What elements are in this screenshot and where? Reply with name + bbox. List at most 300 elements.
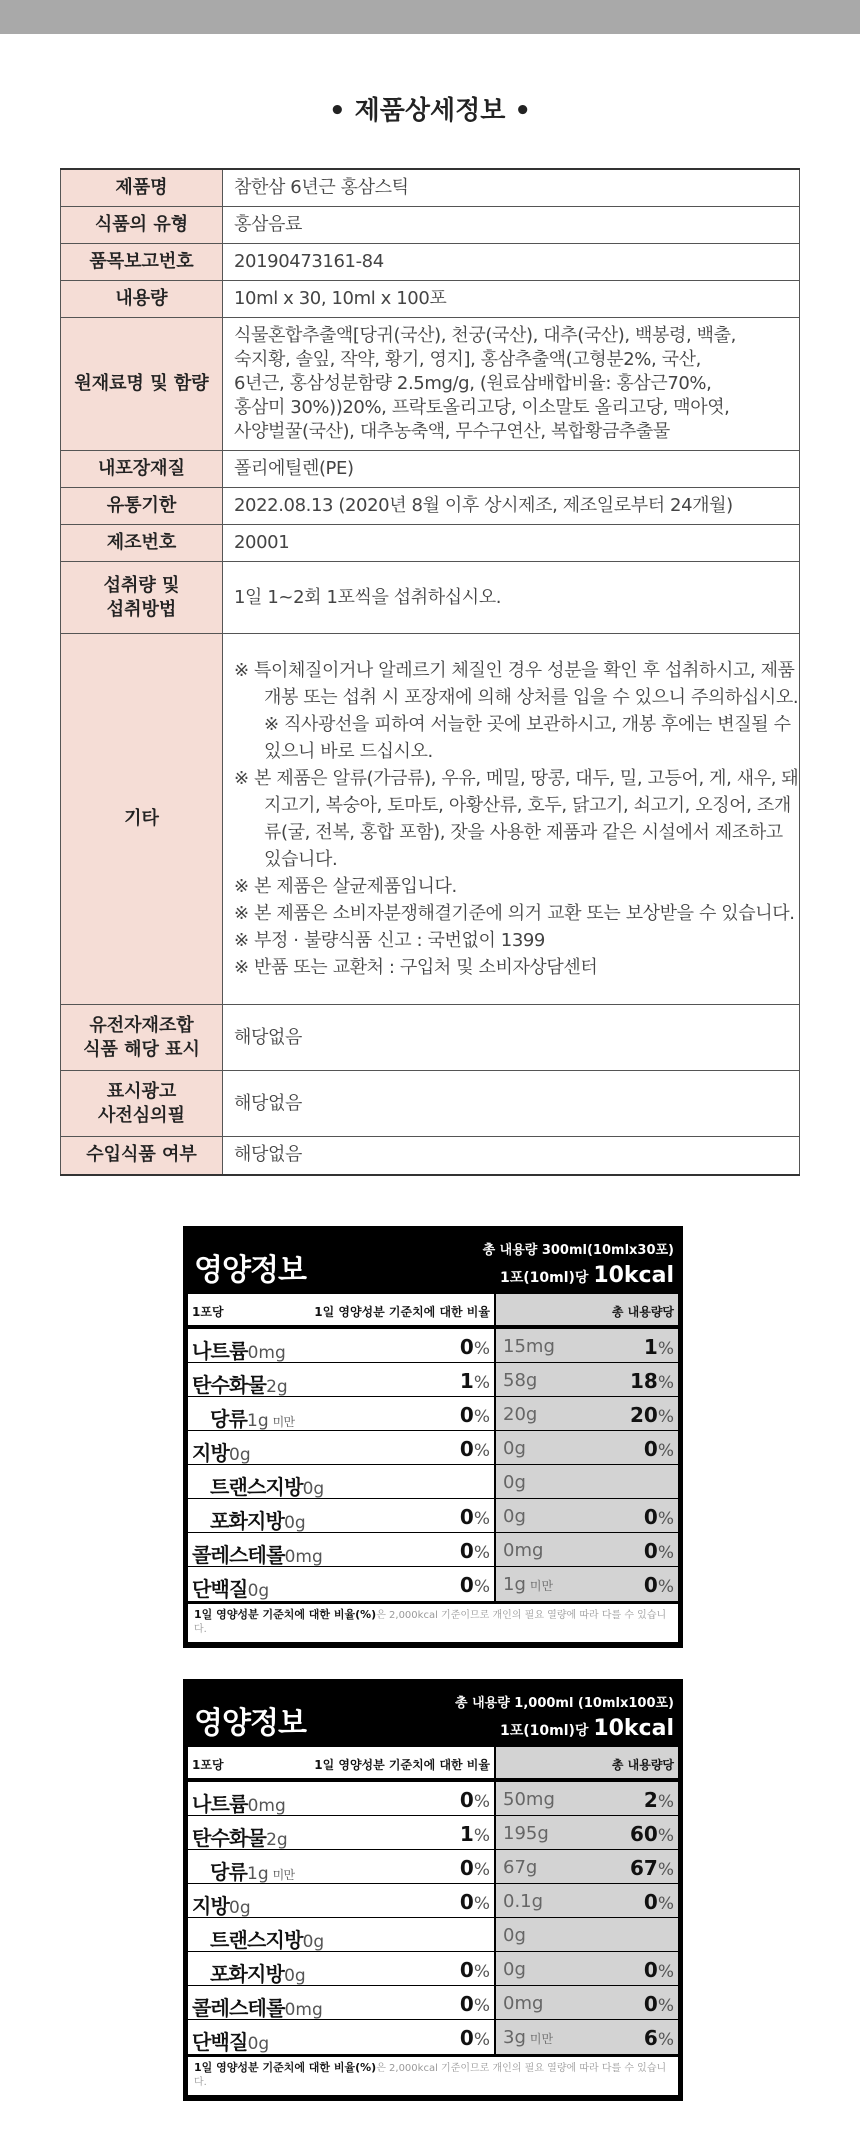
total-percent	[644, 1788, 674, 1812]
total-value: 0g	[503, 1438, 526, 1459]
info-value: 해당없음	[223, 1071, 800, 1137]
total-value: 15mg	[503, 1336, 555, 1357]
nutrient-name	[192, 1890, 251, 1919]
nutrient-name	[210, 1471, 324, 1500]
notice-item: ※ 본 제품은 알류(가금류), 우유, 메밀, 땅콩, 대두, 밀, 고등어, 게, 새우, 돼지고기, 복숭아, 토마토, 아황산류, 호두, 닭고기, 쇠고기, 오징어, 조개류(굴, 전복, 홍합 포함), 잣을 사용한 제품과 같은 시설에서 제조하고 있습니다.	[234, 768, 799, 870]
total-percent	[644, 1958, 674, 1982]
total-percent	[630, 1403, 674, 1427]
percent-value: 60	[630, 1822, 658, 1846]
nutrient-amount: 0g	[247, 1581, 270, 1601]
percent-sign: %	[473, 1962, 490, 1982]
per-pack-label: 1포당	[192, 1305, 224, 1319]
column-header	[496, 1747, 678, 1782]
per-pack-label: 1포당	[192, 1758, 224, 1772]
nutrition-panel-30	[183, 1226, 683, 1648]
footnote-bold: 1일 영양성분 기준치에 대한 비율(%)	[194, 1608, 377, 1621]
per-serving-rows	[188, 1782, 494, 2054]
total-amount	[503, 1993, 543, 2014]
info-value: 20001	[223, 525, 800, 562]
info-value: 2022.08.13 (2020년 8월 이후 상시제조, 제조일로부터 24개월)	[223, 488, 800, 525]
nutrient-amount: 0g	[247, 2034, 270, 2054]
total-amount	[503, 1789, 555, 1810]
percent-value: 0	[643, 1539, 658, 1563]
nutrient-label: 포화지방	[210, 1509, 285, 1533]
info-value	[223, 318, 800, 451]
info-label: 기타	[61, 634, 223, 1005]
percent-sign: %	[657, 1543, 674, 1563]
percent-value: 18	[630, 1369, 658, 1393]
info-row-import	[61, 1137, 800, 1175]
info-row-ad	[61, 1071, 800, 1137]
notice-item: ※ 특이체질이거나 알레르기 체질인 경우 성분을 확인 후 섭취하시고, 제품 개봉 또는 섭취 시 포장재에 의해 상처를 입을 수 있으니 주의하십시오. ※ 직사광선을 피하여 서늘한 곳에 보관하시고, 개봉 후에는 변질될 수 있으니 바로 드십시오.	[234, 660, 799, 762]
total-percent	[644, 1992, 674, 2016]
total-amount	[503, 1540, 543, 1561]
total-value: 0g	[503, 1506, 526, 1527]
daily-value-percent	[460, 1856, 490, 1880]
nutrient-name	[210, 1505, 306, 1534]
column-header	[496, 1294, 678, 1329]
nutrient-label: 단백질	[192, 2030, 248, 2054]
percent-value: 20	[630, 1403, 658, 1427]
total-value: 0g	[503, 1959, 526, 1980]
notice-item: ※ 부정 · 불량식품 신고 : 국번없이 1399	[234, 930, 545, 951]
info-label: 제품명	[61, 169, 223, 207]
nutrition-title: 영양정보	[194, 1253, 306, 1288]
percent-value: 0	[643, 1573, 658, 1597]
percent-value: 0	[459, 1788, 474, 1812]
percent-value: 67	[630, 1856, 658, 1880]
total-value: 3g	[503, 2027, 526, 2048]
nutrient-row	[188, 1397, 494, 1431]
percent-sign: %	[657, 1826, 674, 1846]
percent-sign: %	[473, 1577, 490, 1597]
total-value: 50mg	[503, 1789, 555, 1810]
serving-calories	[500, 1263, 674, 1288]
percent-value: 0	[459, 1890, 474, 1914]
calories: 10kcal	[593, 1263, 674, 1288]
percent-sign: %	[657, 1509, 674, 1529]
nutrient-row	[188, 1567, 494, 1601]
nutrient-row	[496, 1816, 678, 1850]
total-value: 195g	[503, 1823, 549, 1844]
ingredient-line: 사양벌꿀(국산), 대추농축액, 무수구연산, 복합황금추출물	[234, 421, 670, 442]
info-label: 유통기한	[61, 488, 223, 525]
nutrient-row	[496, 1465, 678, 1499]
nutrient-name	[210, 1924, 324, 1953]
percent-value: 0	[643, 1890, 658, 1914]
less-than-label: 미만	[272, 1868, 295, 1882]
percent-value: 0	[459, 1437, 474, 1461]
per-serving-rows	[188, 1329, 494, 1601]
info-row-etc	[61, 634, 800, 1005]
nutrient-label: 탄수화물	[192, 1373, 267, 1397]
total-amount	[503, 1370, 537, 1391]
nutrient-label: 나트륨	[192, 1339, 248, 1363]
per-serving-column	[188, 1294, 496, 1601]
total-percent	[630, 1822, 674, 1846]
total-rows	[496, 1329, 678, 1601]
nutrition-body	[188, 1747, 678, 2054]
total-value: 0mg	[503, 1540, 544, 1561]
total-value: 20g	[503, 1404, 538, 1425]
ingredient-line: 6년근, 홍삼성분함량 2.5mg/g, (원료삼배합비율: 홍삼근70%,	[234, 373, 712, 394]
percent-sign: %	[473, 1894, 490, 1914]
less-than-label: 미만	[529, 1579, 554, 1593]
nutrient-name	[210, 1856, 294, 1885]
percent-value: 2	[643, 1788, 658, 1812]
nutrient-name	[192, 1335, 286, 1364]
nutrient-row	[188, 1884, 494, 1918]
top-bar	[0, 0, 860, 34]
nutrient-label: 트랜스지방	[210, 1928, 303, 1952]
percent-sign: %	[657, 1373, 674, 1393]
total-amount	[503, 1438, 526, 1459]
info-label-line: 식품 해당 표시	[83, 1038, 200, 1060]
nutrient-label: 당류	[210, 1407, 248, 1431]
info-label-line: 사전심의필	[98, 1104, 185, 1126]
total-amount	[503, 1506, 526, 1527]
nutrient-row	[188, 1816, 494, 1850]
nutrient-name	[192, 2026, 269, 2055]
nutrient-name	[192, 1369, 288, 1398]
percent-sign: %	[473, 1441, 490, 1461]
footnote-text: 은 2,000kcal 기준이므로 개인의 필요 열량에 따라 다를 수 있습니다.	[194, 2063, 667, 2088]
info-label-line: 유전자재조합	[89, 1014, 194, 1036]
nutrient-row	[188, 1533, 494, 1567]
daily-value-percent	[460, 1437, 490, 1461]
nutrient-amount: 0g	[284, 1513, 306, 1533]
info-label: 내포장재질	[61, 451, 223, 488]
daily-value-percent	[460, 1539, 490, 1563]
nutrient-label: 나트륨	[192, 1792, 248, 1816]
nutrient-row	[188, 1850, 494, 1884]
total-percent	[644, 1505, 674, 1529]
nutrient-row	[188, 1431, 494, 1465]
percent-value: 0	[643, 1992, 658, 2016]
nutrient-label: 탄수화물	[192, 1826, 267, 1850]
total-column	[496, 1294, 678, 1601]
info-label	[61, 1005, 223, 1071]
percent-sign: %	[657, 1996, 674, 2016]
percent-value: 0	[459, 1856, 474, 1880]
ingredient-line: 식물혼합추출액[당귀(국산), 천궁(국산), 대추(국산), 백봉령, 백출,	[234, 325, 736, 346]
nutrient-row	[188, 1918, 494, 1952]
nutrient-row	[188, 1952, 494, 1986]
nutrient-amount: 0mg	[247, 1343, 286, 1363]
percent-value: 0	[459, 1505, 474, 1529]
info-value: 홍삼음료	[223, 207, 800, 244]
calories: 10kcal	[593, 1716, 674, 1741]
daily-value-percent	[460, 1335, 490, 1359]
total-amount	[503, 1336, 555, 1357]
percent-value: 0	[459, 2026, 474, 2050]
info-value: 1일 1~2회 1포씩을 섭취하십시오.	[223, 562, 800, 634]
info-row-product-name	[61, 169, 800, 207]
daily-value-percent	[460, 1403, 490, 1427]
info-value: 해당없음	[223, 1005, 800, 1071]
notice-item: ※ 본 제품은 소비자분쟁해결기준에 의거 교환 또는 보상받을 수 있습니다.	[234, 903, 795, 924]
info-label: 식품의 유형	[61, 207, 223, 244]
percent-sign: %	[473, 1996, 490, 2016]
percent-value: 1	[459, 1369, 474, 1393]
total-column	[496, 1747, 678, 2054]
total-percent	[644, 1890, 674, 1914]
nutrient-row	[496, 1918, 678, 1952]
nutrient-amount: 0g	[302, 1479, 325, 1499]
nutrient-amount: 2g	[266, 1377, 288, 1397]
percent-sign: %	[473, 1792, 490, 1812]
info-row-ingredients	[61, 318, 800, 451]
daily-value-header: 1일 영양성분 기준치에 대한 비율	[314, 1758, 490, 1772]
total-value: 0g	[503, 1925, 526, 1946]
nutrient-row	[496, 1782, 678, 1816]
product-info-table	[60, 168, 800, 1176]
nutrient-row	[496, 1499, 678, 1533]
notice-list	[234, 657, 799, 981]
nutrient-name	[192, 1539, 323, 1568]
total-percent	[644, 1573, 674, 1597]
total-amount	[503, 1857, 537, 1878]
nutrition-title: 영양정보	[194, 1706, 306, 1741]
info-label: 원재료명 및 함량	[61, 318, 223, 451]
nutrition-header	[188, 1231, 678, 1294]
nutrient-name	[192, 1437, 251, 1466]
info-value	[223, 634, 800, 1005]
percent-value: 0	[643, 1505, 658, 1529]
info-value: 폴리에틸렌(PE)	[223, 451, 800, 488]
info-label: 품목보고번호	[61, 244, 223, 281]
nutrient-label: 콜레스테롤	[192, 1543, 285, 1567]
nutrient-label: 당류	[210, 1860, 248, 1884]
percent-sign: %	[473, 2030, 490, 2050]
nutrient-row	[496, 1431, 678, 1465]
percent-value: 0	[459, 1335, 474, 1359]
daily-value-percent	[460, 1369, 490, 1393]
nutrient-name	[210, 1958, 306, 1987]
percent-value: 6	[643, 2026, 658, 2050]
total-value: 58g	[503, 1370, 538, 1391]
total-percent	[644, 1437, 674, 1461]
footnote-text: 은 2,000kcal 기준이므로 개인의 필요 열량에 따라 다를 수 있습니다.	[194, 1610, 667, 1635]
percent-sign: %	[657, 1339, 674, 1359]
total-rows	[496, 1782, 678, 2054]
nutrient-row	[496, 1397, 678, 1431]
info-value: 해당없음	[223, 1137, 800, 1175]
info-label-line: 섭취량 및	[103, 574, 180, 596]
total-amount	[503, 1891, 543, 1912]
column-header	[188, 1747, 494, 1782]
percent-value: 1	[643, 1335, 658, 1359]
percent-sign: %	[657, 1441, 674, 1461]
nutrition-body	[188, 1294, 678, 1601]
percent-sign: %	[657, 1577, 674, 1597]
total-amount	[503, 1404, 537, 1425]
percent-sign: %	[657, 1792, 674, 1812]
serving-label: 1포(10ml)당	[499, 1270, 589, 1286]
percent-value: 0	[459, 1958, 474, 1982]
percent-value: 0	[459, 1539, 474, 1563]
total-amount	[503, 1472, 526, 1493]
total-value: 0mg	[503, 1993, 544, 2014]
nutrient-name	[192, 1992, 323, 2021]
nutrient-name	[192, 1822, 288, 1851]
nutrient-row	[496, 1952, 678, 1986]
daily-value-percent	[460, 1822, 490, 1846]
daily-value-percent	[460, 2026, 490, 2050]
info-row-gmo	[61, 1005, 800, 1071]
percent-sign: %	[473, 1826, 490, 1846]
serving-calories	[500, 1716, 674, 1741]
info-label-line: 표시광고	[106, 1080, 177, 1102]
nutrient-amount: 1g	[247, 1411, 269, 1431]
total-amount	[503, 1925, 526, 1946]
nutrient-row	[496, 1850, 678, 1884]
info-label-line: 섭취방법	[106, 598, 177, 620]
total-percent	[630, 1856, 674, 1880]
nutrient-amount: 0mg	[247, 1796, 286, 1816]
total-content: 총 내용량 300ml(10mlx30포)	[482, 1243, 674, 1258]
page-title: • 제품상세정보 •	[328, 96, 532, 126]
nutrient-amount: 0g	[302, 1932, 325, 1952]
info-row-report-no	[61, 244, 800, 281]
info-row-packaging	[61, 451, 800, 488]
percent-value: 0	[459, 1573, 474, 1597]
nutrient-row	[188, 1363, 494, 1397]
nutrient-row	[188, 1465, 494, 1499]
daily-value-header: 1일 영양성분 기준치에 대한 비율	[314, 1305, 490, 1319]
nutrient-amount: 0g	[229, 1898, 251, 1918]
info-value: 참한삼 6년근 홍삼스틱	[223, 169, 800, 207]
percent-value: 1	[459, 1822, 474, 1846]
percent-value: 0	[643, 1437, 658, 1461]
less-than-label: 미만	[529, 2032, 554, 2046]
daily-value-percent	[460, 1992, 490, 2016]
percent-sign: %	[473, 1509, 490, 1529]
nutrient-label: 콜레스테롤	[192, 1996, 285, 2020]
total-amount	[503, 2027, 553, 2048]
percent-sign: %	[657, 2030, 674, 2050]
percent-value: 0	[459, 1403, 474, 1427]
nutrient-amount: 0g	[229, 1445, 251, 1465]
nutrient-amount: 0mg	[284, 2000, 323, 2020]
ingredient-line: 숙지황, 솔잎, 작약, 황기, 영지], 홍삼추출액(고형분2%, 국산,	[234, 349, 701, 370]
percent-sign: %	[473, 1407, 490, 1427]
nutrient-row	[496, 2020, 678, 2054]
daily-value-percent	[460, 1573, 490, 1597]
nutrient-amount: 2g	[266, 1830, 288, 1850]
info-label	[61, 1071, 223, 1137]
total-value: 1g	[503, 1574, 526, 1595]
nutrient-row	[496, 1363, 678, 1397]
nutrient-label: 지방	[192, 1441, 230, 1465]
total-percent	[630, 1369, 674, 1393]
nutrient-row	[496, 1986, 678, 2020]
info-row-expiry	[61, 488, 800, 525]
nutrient-row	[188, 1499, 494, 1533]
nutrient-name	[210, 1403, 294, 1432]
info-value: 10ml x 30, 10ml x 100포	[223, 281, 800, 318]
less-than-label: 미만	[272, 1415, 295, 1429]
percent-sign: %	[473, 1543, 490, 1563]
total-content: 총 내용량 1,000ml (10mlx100포)	[455, 1696, 674, 1711]
percent-sign: %	[473, 1373, 490, 1393]
info-value: 20190473161-84	[223, 244, 800, 281]
info-label	[61, 562, 223, 634]
daily-value-percent	[460, 1890, 490, 1914]
nutrient-name	[192, 1788, 286, 1817]
per-serving-column	[188, 1747, 496, 2054]
total-header: 총 내용량당	[611, 1305, 674, 1319]
percent-sign: %	[473, 1860, 490, 1880]
info-label: 내용량	[61, 281, 223, 318]
nutrient-amount: 0mg	[284, 1547, 323, 1567]
percent-sign: %	[657, 1894, 674, 1914]
nutrient-row	[496, 1329, 678, 1363]
notice-item: ※ 반품 또는 교환처 : 구입처 및 소비자상담센터	[234, 957, 598, 978]
percent-sign: %	[657, 1962, 674, 1982]
total-value: 67g	[503, 1857, 538, 1878]
percent-sign: %	[657, 1407, 674, 1427]
percent-sign: %	[657, 1860, 674, 1880]
nutrient-amount: 1g	[247, 1864, 269, 1884]
nutrient-row	[188, 2020, 494, 2054]
nutrient-name	[192, 1573, 269, 1602]
daily-value-percent	[460, 1788, 490, 1812]
nutrient-label: 트랜스지방	[210, 1475, 303, 1499]
total-value: 0g	[503, 1472, 526, 1493]
column-header	[188, 1294, 494, 1329]
info-row-contents	[61, 281, 800, 318]
total-percent	[644, 1539, 674, 1563]
nutrition-footnote	[188, 2054, 678, 2095]
nutrient-row	[188, 1329, 494, 1363]
percent-sign: %	[473, 1339, 490, 1359]
serving-label: 1포(10ml)당	[499, 1723, 589, 1739]
nutrition-header	[188, 1684, 678, 1747]
total-header: 총 내용량당	[611, 1758, 674, 1772]
nutrient-label: 지방	[192, 1894, 230, 1918]
notice-item: ※ 본 제품은 살균제품입니다.	[234, 876, 457, 897]
total-value: 0.1g	[503, 1891, 544, 1912]
nutrient-row	[496, 1533, 678, 1567]
info-row-intake	[61, 562, 800, 634]
nutrient-amount: 0g	[284, 1966, 306, 1986]
percent-value: 0	[459, 1992, 474, 2016]
nutrient-row	[496, 1884, 678, 1918]
total-amount	[503, 1959, 526, 1980]
nutrition-panel-100	[183, 1679, 683, 2101]
footnote-bold: 1일 영양성분 기준치에 대한 비율(%)	[194, 2061, 377, 2074]
info-row-batch	[61, 525, 800, 562]
percent-value: 0	[643, 1958, 658, 1982]
info-label: 제조번호	[61, 525, 223, 562]
info-row-food-type	[61, 207, 800, 244]
total-amount	[503, 1823, 549, 1844]
total-amount	[503, 1574, 553, 1595]
nutrient-row	[496, 1567, 678, 1601]
daily-value-percent	[460, 1505, 490, 1529]
nutrient-row	[188, 1986, 494, 2020]
nutrition-footnote	[188, 1601, 678, 1642]
nutrient-label: 포화지방	[210, 1962, 285, 1986]
info-label: 수입식품 여부	[61, 1137, 223, 1175]
total-percent	[644, 2026, 674, 2050]
daily-value-percent	[460, 1958, 490, 1982]
nutrient-row	[188, 1782, 494, 1816]
total-percent	[644, 1335, 674, 1359]
nutrient-label: 단백질	[192, 1577, 248, 1601]
ingredient-line: 홍삼미 30%))20%, 프락토올리고당, 이소말토 올리고당, 맥아엿,	[234, 397, 730, 418]
